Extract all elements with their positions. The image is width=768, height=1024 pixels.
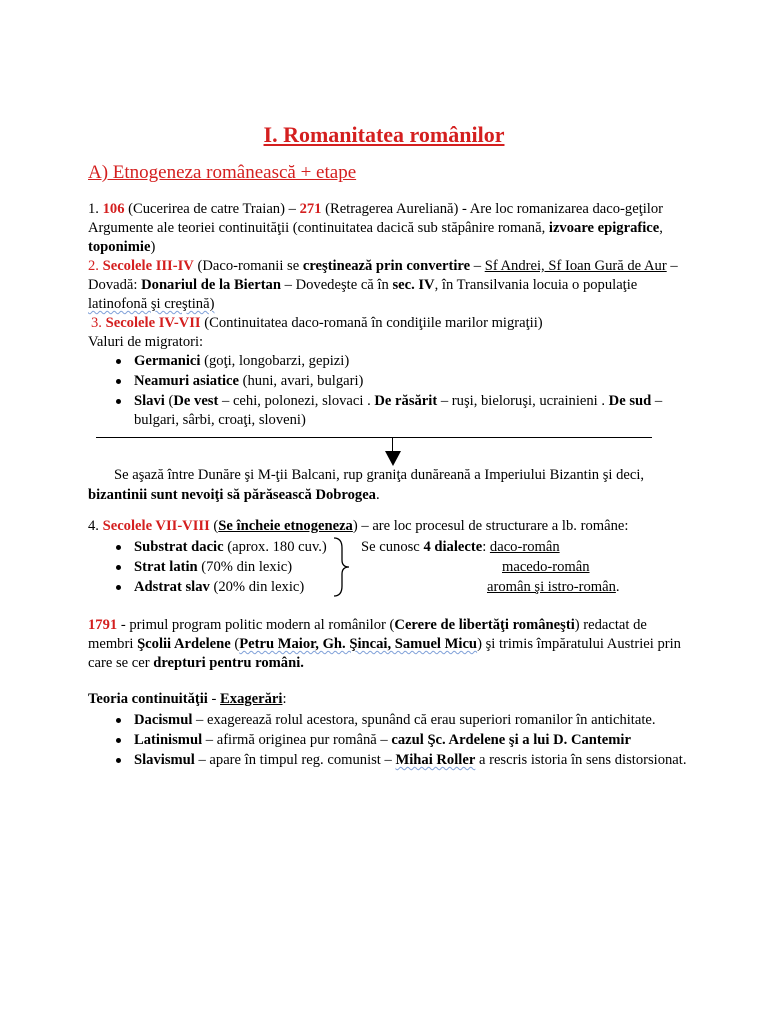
paragraph-1-line-3: toponimie) <box>88 239 156 255</box>
dialects-line-1: Se cunosc 4 dialecte: daco-român <box>361 539 560 555</box>
bullet-icon <box>116 399 121 404</box>
label-secolele-VII-VIII: Secolele VII-VIII <box>102 518 210 534</box>
paragraph-1-line-2: Argumente ale teoriei continuităţii (continuitatea dacică sub stăpânire romană, izvoare epigrafice, <box>88 220 663 236</box>
paragraph-1-line-1: 1. 106 (Cucerirea de catre Traian) – 271 (Retragerea Aureliană) - Are loc romanizarea daco-geţilor <box>88 201 664 217</box>
bullet-icon <box>116 545 121 550</box>
bullet-icon <box>116 585 121 590</box>
year-1791: 1791 <box>88 617 118 633</box>
paragraph-4-line-1: 4. Secolele VII-VIII (Se încheie etnogeneza) – are loc procesul de structurare a lb. române: <box>88 518 629 534</box>
year-271: 271 <box>299 201 322 217</box>
arrow-down-icon <box>385 451 401 466</box>
paragraph-2-line-1: 2. Secolele III-IV (Daco-romanii se creştinează prin convertire – Sf Andrei, Sf Ioan Gură de Aur – <box>88 258 678 274</box>
document-page: I. Romanitatea românilor A) Etnogeneza românească + etape 1. 106 (Cucerirea de catre Traian) – 271 (Retragerea Aureliană) - Are loc romanizarea daco-geţilor Argumente ale teoriei continuităţii (continuitatea dacică sub stăpânire romană, izvoare epigrafice, toponimie) 2. Secolele III-IV (Daco-romanii se creştinează prin convertire – Sf Andrei, Sf Ioan Gură de Aur – Dovadă: Donariul de la Biertan – Dovedeşte că în sec. IV, în Transilvania locuia o populaţie latinofonă şi creştină) 3. Secolele IV-VII (Continuitatea daco-romană în condiţiile marilor migraţii) Valuri de migratori: Germanici (goţi, longobarzi, gepizi) Neamuri asiatice (huni, avari, bulgari) Slavi (De vest – cehi, polonezi, slovaci . De răsărit – ruşi, bieloruşi, ucrainieni . De sud – bulgari, sârbi, croaţi, sloveni) Se aşază între Dunăre şi M-ţii Balcani, rup graniţa dunăreană a Imperiului Bizantin şi deci, bizantinii sunt nevoiţi să părăsească Dobrogea. 4. Secolele VII-VIII (Se încheie etnogeneza) – are loc procesul de structurare a lb. române: Substrat dacic (aprox. 180 cuv.) Strat latin (70% din lexic) Adstrat slav (20% din lexic) Se cunosc 4 dialecte: daco-român macedo-român aromân şi istro-român. 1791 - primul program politic modern al românilor (Cerere de libertăţi româneşti) redactat de membri Şcolii Ardelene (Petru Maior, Gh. Şincai, Samuel Micu) şi trimis împăratului Austriei prin care se cer drepturi pentru români. Teoria continuităţii - Exagerări: Dacismul – exagerează rolul acestora, spunând că erau superiori romanilor în antichitate. Latinismul – afirmă originea pur română – cazul Şc. Ardelene şi a lui D. Cantemir Slavismul – apare în timpul reg. comunist – Mihai Roller a rescris istoria în sens distorsionat. <box>0 0 768 1024</box>
paragraph-3-line-2: Valuri de migratori: <box>88 334 204 350</box>
bullet-icon <box>116 718 121 723</box>
arrow-stem <box>392 437 393 452</box>
slavi-continuation: bulgari, sârbi, croaţi, sloveni) <box>134 412 306 428</box>
bullet-icon <box>116 379 121 384</box>
paragraph-3-line-1: 3. Secolele IV-VII (Continuitatea daco-romană în condiţiile marilor migraţii) <box>91 315 543 331</box>
paragraph-2-line-2: Dovadă: Donariul de la Biertan – Dovedeşte că în sec. IV, în Transilvania locuia o populaţie <box>88 277 638 293</box>
bullet-icon <box>116 738 121 743</box>
label-secolele-IV-VII: Secolele IV-VII <box>105 315 201 331</box>
paragraph-2-line-3: latinofonă şi creştină) <box>88 296 215 312</box>
paragraph-after-arrow-line-2: bizantinii sunt nevoiţi să părăsească Dobrogea. <box>88 487 380 503</box>
bullet-icon <box>116 758 121 763</box>
year-106: 106 <box>102 201 125 217</box>
paragraph-1791-line-3: care se cer drepturi pentru români. <box>88 655 304 671</box>
paragraph-1791-line-1: 1791 - primul program politic modern al românilor (Cerere de libertăţi româneşti) redactat de <box>88 617 647 633</box>
page-title: I. Romanitatea românilor <box>263 122 505 147</box>
dialects-line-3: aromân şi istro-român. <box>487 579 620 595</box>
paragraph-after-arrow-line-1: Se aşază între Dunăre şi M-ţii Balcani, rup graniţa dunăreană a Imperiului Bizantin şi deci, <box>114 467 645 483</box>
section-a-heading: A) Etnogeneza românească + etape <box>88 162 357 183</box>
label-secolele-III-IV: Secolele III-IV <box>102 258 194 274</box>
paragraph-1791-line-2: membri Şcolii Ardelene (Petru Maior, Gh. Şincai, Samuel Micu) şi trimis împăratului Austriei prin <box>88 636 681 652</box>
teoria-heading: Teoria continuităţii - Exagerări: <box>88 691 287 707</box>
bullet-icon <box>116 359 121 364</box>
dialects-line-2: macedo-român <box>502 559 590 575</box>
horizontal-rule <box>96 437 652 438</box>
right-brace-icon <box>332 536 352 598</box>
bullet-icon <box>116 565 121 570</box>
